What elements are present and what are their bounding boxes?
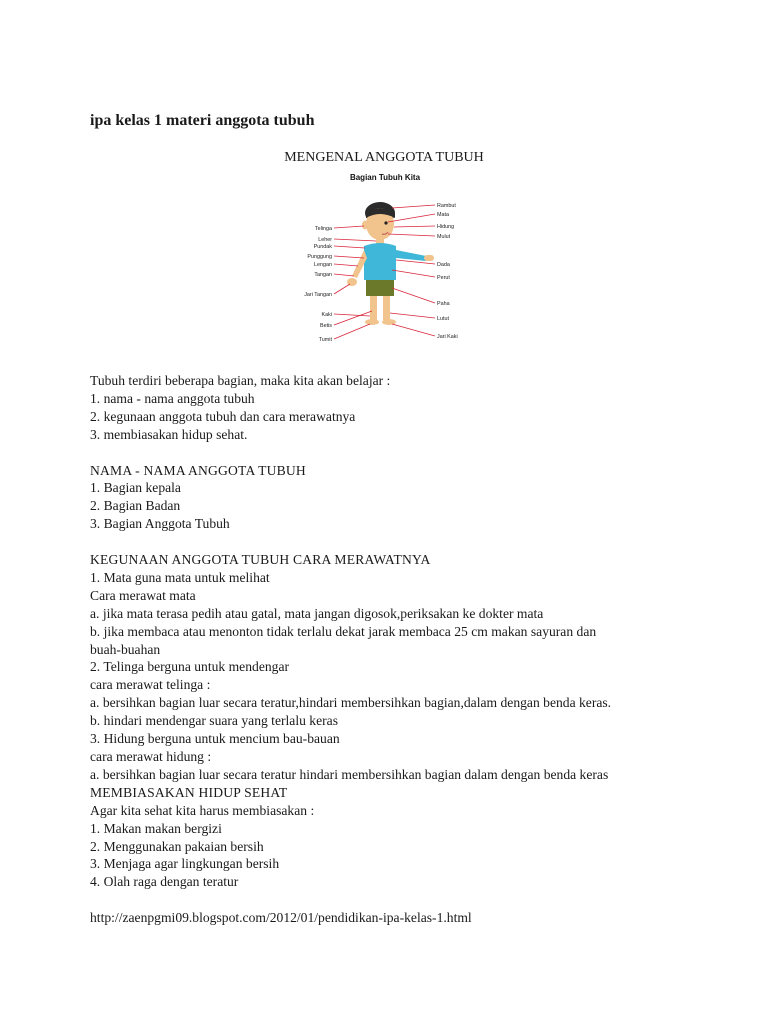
figure-caption: MENGENAL ANGGOTA TUBUH bbox=[284, 150, 484, 165]
text-line: cara merawat telinga : bbox=[90, 677, 211, 693]
habits-lead: Agar kita sehat kita harus membiasakan : bbox=[90, 802, 315, 818]
list-item: 2. kegunaan anggota tubuh dan cara merawatnya bbox=[90, 408, 356, 424]
list-item: 1. Bagian kepala bbox=[90, 480, 181, 496]
list-item: 2. Bagian Badan bbox=[90, 498, 181, 514]
label-jari-tangan: Jari Tangan bbox=[304, 292, 332, 298]
intro-lead: Tubuh terdiri beberapa bagian, maka kita akan belajar : bbox=[90, 373, 391, 388]
label-lutut: Lutut bbox=[437, 316, 449, 322]
body-diagram bbox=[300, 168, 470, 350]
label-rambut: Rambut bbox=[437, 203, 456, 209]
list-item: 3. membiasakan hidup sehat. bbox=[90, 426, 248, 442]
left-labels bbox=[304, 226, 332, 343]
spacer bbox=[90, 533, 730, 551]
text-line: a. jika mata terasa pedih atau gatal, mata jangan digosok,periksakan ke dokter mata bbox=[90, 605, 544, 621]
child-figure bbox=[347, 202, 434, 325]
text-line: buah-buahan bbox=[90, 641, 161, 657]
spacer bbox=[90, 891, 730, 909]
section-heading-habits: MEMBIASAKAN HIDUP SEHAT bbox=[90, 784, 288, 800]
body-parts-illustration bbox=[300, 168, 470, 350]
text-line: cara merawat hidung : bbox=[90, 749, 212, 764]
list-item: 1. Makan makan bergizi bbox=[90, 820, 222, 836]
label-kaki: Kaki bbox=[321, 312, 332, 318]
text-line: 3. Hidung berguna untuk mencium bau-bauan bbox=[90, 731, 340, 747]
label-dada: Dada bbox=[437, 262, 450, 268]
right-labels bbox=[437, 203, 458, 340]
source-url: http://zaenpgmi09.blogspot.com/2012/01/pendidikan-ipa-kelas-1.html bbox=[90, 910, 472, 926]
list-item: 3. Menjaga agar lingkungan bersih bbox=[90, 856, 280, 872]
text-line: Cara merawat mata bbox=[90, 587, 196, 603]
text-line: b. hindari mendengar suara yang terlalu keras bbox=[90, 713, 338, 729]
label-paha: Paha bbox=[437, 301, 450, 307]
label-telinga: Telinga bbox=[314, 226, 332, 232]
document-title: ipa kelas 1 materi anggota tubuh bbox=[90, 112, 315, 129]
label-mulut: Mulut bbox=[437, 234, 451, 240]
label-tangan: Tangan bbox=[314, 272, 332, 278]
section-heading-uses: KEGUNAAN ANGGOTA TUBUH CARA MERAWATNYA bbox=[90, 552, 431, 568]
label-punggung: Punggung bbox=[307, 254, 332, 260]
figure-heading: Bagian Tubuh Kita bbox=[349, 173, 421, 182]
text-line: 1. Mata guna mata untuk melihat bbox=[90, 569, 270, 585]
list-item: 1. nama - nama anggota tubuh bbox=[90, 390, 255, 406]
spacer bbox=[90, 444, 730, 462]
label-tumit: Tumit bbox=[318, 337, 332, 343]
text-line: a. bersihkan bagian luar secara teratur,hindari membersihkan bagian,dalam dengan benda keras. bbox=[90, 695, 612, 711]
label-perut: Perut bbox=[437, 275, 450, 281]
text-line: b. jika membaca atau menonton tidak terlalu dekat jarak membaca 25 cm makan sayuran dan bbox=[90, 623, 597, 639]
label-mata: Mata bbox=[437, 212, 449, 218]
right-label-lines bbox=[388, 205, 435, 336]
text-line: 2. Telinga berguna untuk mendengar bbox=[90, 659, 290, 675]
section-heading-names: NAMA - NAMA ANGGOTA TUBUH bbox=[90, 462, 306, 478]
list-item: 3. Bagian Anggota Tubuh bbox=[90, 516, 230, 532]
label-lengan: Lengan bbox=[314, 262, 332, 268]
label-hidung: Hidung bbox=[437, 224, 455, 230]
list-item: 2. Menggunakan pakaian bersih bbox=[90, 838, 264, 854]
label-pundak: Pundak bbox=[313, 244, 332, 250]
label-jari-kaki: Jari Kaki bbox=[437, 334, 458, 340]
label-leher: Leher bbox=[318, 237, 332, 243]
document-body bbox=[90, 372, 730, 927]
list-item: 4. Olah raga dengan teratur bbox=[90, 874, 239, 890]
text-line: a. bersihkan bagian luar secara teratur hindari membersihkan bagian dalam dengan benda keras bbox=[90, 766, 609, 782]
label-betis: Betis bbox=[320, 323, 332, 329]
